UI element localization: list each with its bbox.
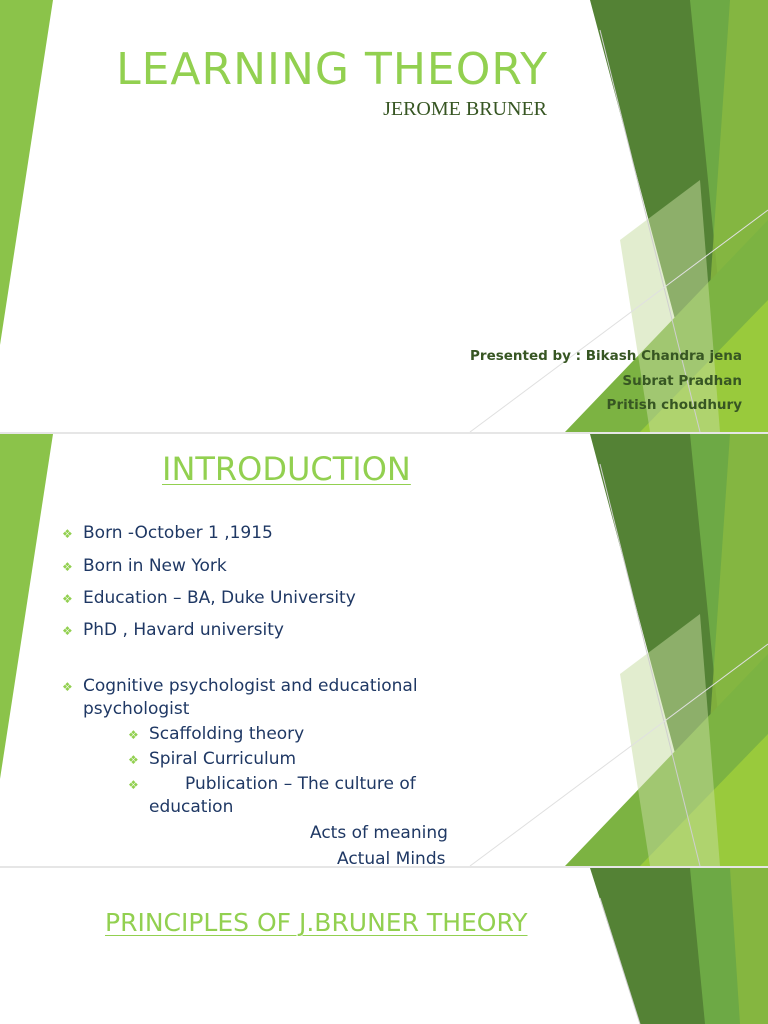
diamond-bullet-icon: ❖ [62, 560, 73, 574]
bullet-item-cognitive: ❖ Cognitive psychologist and educational psychologist [62, 676, 418, 719]
presenter-line: Subrat Pradhan [622, 372, 742, 389]
bullet-item: ❖ Education – BA, Duke University [83, 587, 356, 610]
diamond-bullet-icon: ❖ [62, 527, 73, 541]
left-green-shard [0, 434, 53, 779]
diamond-bullet-icon: ❖ [128, 778, 139, 792]
presenters-block [470, 344, 742, 418]
slide-title-text: LEARNING THEORY [116, 44, 548, 95]
sub-bullet-item: ❖ Spiral Curriculum [149, 748, 296, 771]
bullet-item: ❖ PhD , Havard university [83, 619, 284, 642]
slide-subtitle-text: JEROME BRUNER [383, 98, 547, 120]
sub-bullet-item: ❖ Scaffolding theory [149, 723, 304, 746]
diamond-bullet-icon: ❖ [128, 753, 139, 767]
presenter-line: Pritish choudhury [606, 397, 742, 413]
introduction-title: INTRODUCTION [162, 450, 411, 488]
diamond-bullet-icon: ❖ [62, 624, 73, 638]
diamond-bullet-icon: ❖ [62, 592, 73, 606]
slide-title [0, 0, 768, 432]
publication-acts-of-meaning: Acts of meaning [310, 823, 448, 843]
bullet-item: ❖ Born -October 1 ,1915 [83, 522, 273, 545]
principles-title: PRINCIPLES OF J.BRUNER THEORY [105, 908, 528, 937]
publication-actual-minds: Actual Minds [337, 849, 446, 866]
sub-bullet-publication: ❖ Publication – The culture of education [128, 774, 416, 817]
green-decoration [0, 868, 768, 1024]
slide-principles [0, 868, 768, 1024]
bullet-item: ❖ Born in New York [83, 555, 227, 578]
diamond-bullet-icon: ❖ [128, 728, 139, 742]
presenter-line: Presented by : Bikash Chandra jena [470, 348, 742, 364]
slide-introduction [0, 434, 768, 866]
diamond-bullet-icon: ❖ [62, 680, 73, 694]
